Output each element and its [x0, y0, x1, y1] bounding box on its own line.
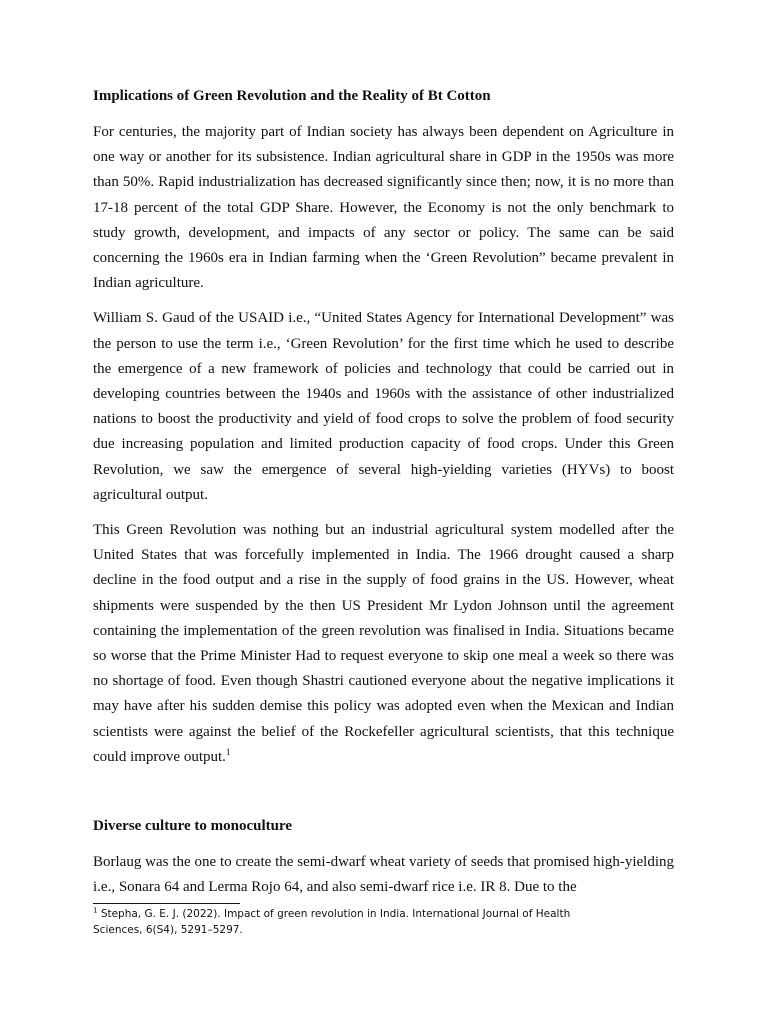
footnote	[93, 906, 593, 938]
paragraph-industrial-agriculture	[93, 518, 674, 770]
footnote-text: Stepha, G. E. J. (2022). Impact of green revolution in India. International Journal of Health Sciences, 6(S4), 5291–5297.	[93, 908, 571, 936]
footnote-reference[interactable]: 1	[225, 746, 231, 757]
document-body	[93, 86, 674, 910]
footnote-separator	[93, 903, 240, 904]
paragraph-indian-agriculture: For centuries, the majority part of Indian society has always been dependent on Agriculture in one way or another for its subsistence. Indian agricultural share in GDP in the 1950s was more than 50%. Rapid industrialization has decreased significantly since then; now, it is no more than 17-18 percent of the total GDP Share. However, the Economy is not the only benchmark to study growth, development, and impacts of any sector or policy. The same can be said concerning the 1960s era in Indian farming when the ‘Green Revolution” became prevalent in Indian agriculture.	[93, 124, 674, 292]
section-heading-monoculture: Diverse culture to monoculture	[93, 818, 292, 835]
section-heading-green-revolution: Implications of Green Revolution and the Reality of Bt Cotton	[93, 88, 491, 104]
footnote-marker: 1	[93, 906, 98, 915]
paragraph-william-gaud: William S. Gaud of the USAID i.e., “United States Agency for International Development” was the person to use the term i.e., ‘Green Revolution’ for the first time which he used to describe the emergence of a new framework of policies and technology that could be carried out in developing countries between the 1940s and 1960s with the assistance of other industrialized nations to boost the productivity and yield of food crops to solve the problem of food security due increasing population and limited production capacity of food crops. Under this Green Revolution, we saw the emergence of several high-yielding varieties (HYVs) to boost agricultural output.	[93, 310, 674, 503]
paragraph-borlaug: Borlaug was the one to create the semi-dwarf wheat variety of seeds that promised high-yielding i.e., Sonara 64 and Lerma Rojo 64, and also semi-dwarf rice i.e. IR 8. Due to the	[93, 854, 674, 896]
section-spacer	[93, 780, 674, 816]
paragraph-industrial-agriculture-text: This Green Revolution was nothing but an industrial agricultural system modelled after the United States that was forcefully implemented in India. The 1966 drought caused a sharp decline in the food output and a rise in the supply of food grains in the US. However, wheat shipments were suspended by the then US President Mr Lydon Johnson until the agreement containing the implementation of the green revolution was finalised in India. Situations became so worse that the Prime Minister Had to request everyone to skip one meal a week so there was no shortage of food. Even though Shastri cautioned everyone about the negative implications it may have after his sudden demise this policy was adopted even when the Mexican and Indian scientists were against the belief of the Rockefeller agricultural scientists, that this technique could improve output.	[93, 522, 674, 765]
